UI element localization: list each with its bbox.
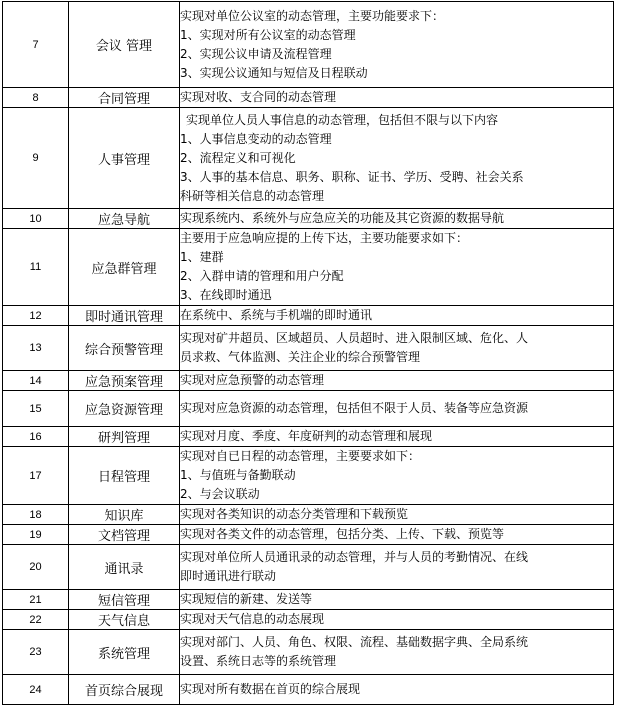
function-description [180, 427, 614, 447]
row-number: 20 [3, 545, 69, 590]
function-name: 综合预警管理 [69, 326, 180, 371]
function-description [180, 525, 614, 545]
description-line: 实现短信的新建、发送等 [180, 592, 313, 606]
row-number: 11 [3, 229, 69, 306]
table-row [3, 88, 614, 108]
table-row [3, 391, 614, 427]
description-line: 实现对所有数据在首页的综合展现 [180, 682, 361, 696]
function-description [180, 229, 614, 306]
table-row [3, 590, 614, 610]
requirements-table-body [3, 2, 614, 705]
function-description [180, 2, 614, 88]
function-name: 文档管理 [69, 525, 180, 545]
row-number: 18 [3, 505, 69, 525]
function-name: 即时通讯管理 [69, 306, 180, 326]
function-description [180, 391, 614, 427]
description-line: 实现对矿井超员、区域超员、人员超时、进入限制区域、危化、人 [180, 331, 529, 345]
description-line: 设置、系统日志等的系统管理 [180, 654, 337, 668]
function-name: 日程管理 [69, 447, 180, 505]
description-line: 1、实现对所有公议室的动态管理 [180, 27, 356, 42]
description-line: 2、入群申请的管理和用户分配 [180, 269, 344, 283]
row-number: 19 [3, 525, 69, 545]
table-row [3, 209, 614, 229]
description-line: 实现单位人员人事信息的动态管理，包括但不限与以下内容 [186, 112, 499, 127]
description-line: 2、与会议联动 [180, 487, 260, 501]
description-line: 实现对天气信息的动态展现 [180, 612, 325, 626]
description-line: 实现对单位公议室的动态管理，主要功能要求下： [180, 8, 445, 23]
function-description [180, 306, 614, 326]
row-number: 12 [3, 306, 69, 326]
row-number: 14 [3, 371, 69, 391]
function-name: 应急预案管理 [69, 371, 180, 391]
function-name: 通讯录 [69, 545, 180, 590]
table-row [3, 108, 614, 209]
table-row [3, 505, 614, 525]
function-name: 研判管理 [69, 427, 180, 447]
function-description [180, 447, 614, 505]
description-line: 实现对应急预警的动态管理 [180, 373, 325, 387]
table-row [3, 326, 614, 371]
function-description [180, 610, 614, 630]
description-line: 1、人事信息变动的动态管理 [180, 131, 332, 146]
function-description [180, 545, 614, 590]
function-name: 应急资源管理 [69, 391, 180, 427]
row-number: 24 [3, 675, 69, 705]
function-name: 合同管理 [69, 88, 180, 108]
description-line: 在系统中、系统与手机端的即时通讯 [180, 308, 373, 322]
row-number: 23 [3, 630, 69, 675]
row-number: 17 [3, 447, 69, 505]
description-line: 实现对应急资源的动态管理，包括但不限于人员、装备等应急资源 [180, 401, 529, 415]
description-line: 主要用于应急响应提的上传下达，主要功能要求如下： [180, 231, 469, 245]
function-name: 知识库 [69, 505, 180, 525]
description-line: 2、实现公议申请及流程管理 [180, 46, 332, 61]
function-name: 应急导航 [69, 209, 180, 229]
description-line: 1、与值班与备勤联动 [180, 468, 296, 482]
description-line: 即时通讯进行联动 [180, 569, 277, 583]
description-line: 实现对自已日程的动态管理，主要要求如下： [180, 449, 421, 463]
function-name: 系统管理 [69, 630, 180, 675]
table-row [3, 229, 614, 306]
function-description [180, 326, 614, 371]
description-line: 实现对各类知识的动态分类管理和下载预览 [180, 507, 409, 521]
description-line: 员求救、气体监测、关注企业的综合预警管理 [180, 350, 421, 364]
row-number: 15 [3, 391, 69, 427]
function-description [180, 675, 614, 705]
table-row [3, 427, 614, 447]
function-description [180, 108, 614, 209]
function-name: 应急群管理 [69, 229, 180, 306]
function-description [180, 371, 614, 391]
description-line: 科研等相关信息的动态管理 [180, 188, 325, 203]
description-line: 实现系统内、系统外与应急应关的功能及其它资源的数据导航 [180, 211, 505, 225]
row-number: 9 [3, 108, 69, 209]
description-line: 实现对单位所人员通讯录的动态管理，并与人员的考勤情况、在线 [180, 550, 529, 564]
row-number: 21 [3, 590, 69, 610]
description-line: 实现对月度、季度、年度研判的动态管理和展现 [180, 429, 433, 443]
description-line: 2、流程定义和可视化 [180, 150, 296, 165]
function-name: 会议 管理 [69, 2, 180, 88]
row-number: 8 [3, 88, 69, 108]
table-row [3, 306, 614, 326]
requirements-table [2, 1, 614, 705]
description-line: 3、实现公议通知与短信及日程联动 [180, 65, 368, 80]
row-number: 22 [3, 610, 69, 630]
table-row [3, 371, 614, 391]
table-row [3, 447, 614, 505]
function-description [180, 630, 614, 675]
description-line: 3、人事的基本信息、职务、职称、证书、学历、受聘、社会关系 [180, 169, 524, 184]
description-line: 实现对部门、人员、角色、权限、流程、基础数据字典、全局系统 [180, 635, 529, 649]
function-name: 首页综合展现 [69, 675, 180, 705]
table-row [3, 610, 614, 630]
row-number: 13 [3, 326, 69, 371]
row-number: 16 [3, 427, 69, 447]
table-row [3, 545, 614, 590]
function-description [180, 505, 614, 525]
description-line: 实现对各类文件的动态管理，包括分类、上传、下载、预览等 [180, 527, 505, 541]
function-description [180, 590, 614, 610]
function-name: 人事管理 [69, 108, 180, 209]
table-row [3, 525, 614, 545]
table-row [3, 2, 614, 88]
table-row [3, 630, 614, 675]
description-line: 1、建群 [180, 250, 224, 264]
function-name: 天气信息 [69, 610, 180, 630]
function-description [180, 209, 614, 229]
function-description [180, 88, 614, 108]
row-number: 10 [3, 209, 69, 229]
description-line: 实现对收、支合同的动态管理 [180, 90, 337, 104]
table-row [3, 675, 614, 705]
function-name: 短信管理 [69, 590, 180, 610]
description-line: 3、在线即时通迅 [180, 288, 272, 302]
row-number: 7 [3, 2, 69, 88]
